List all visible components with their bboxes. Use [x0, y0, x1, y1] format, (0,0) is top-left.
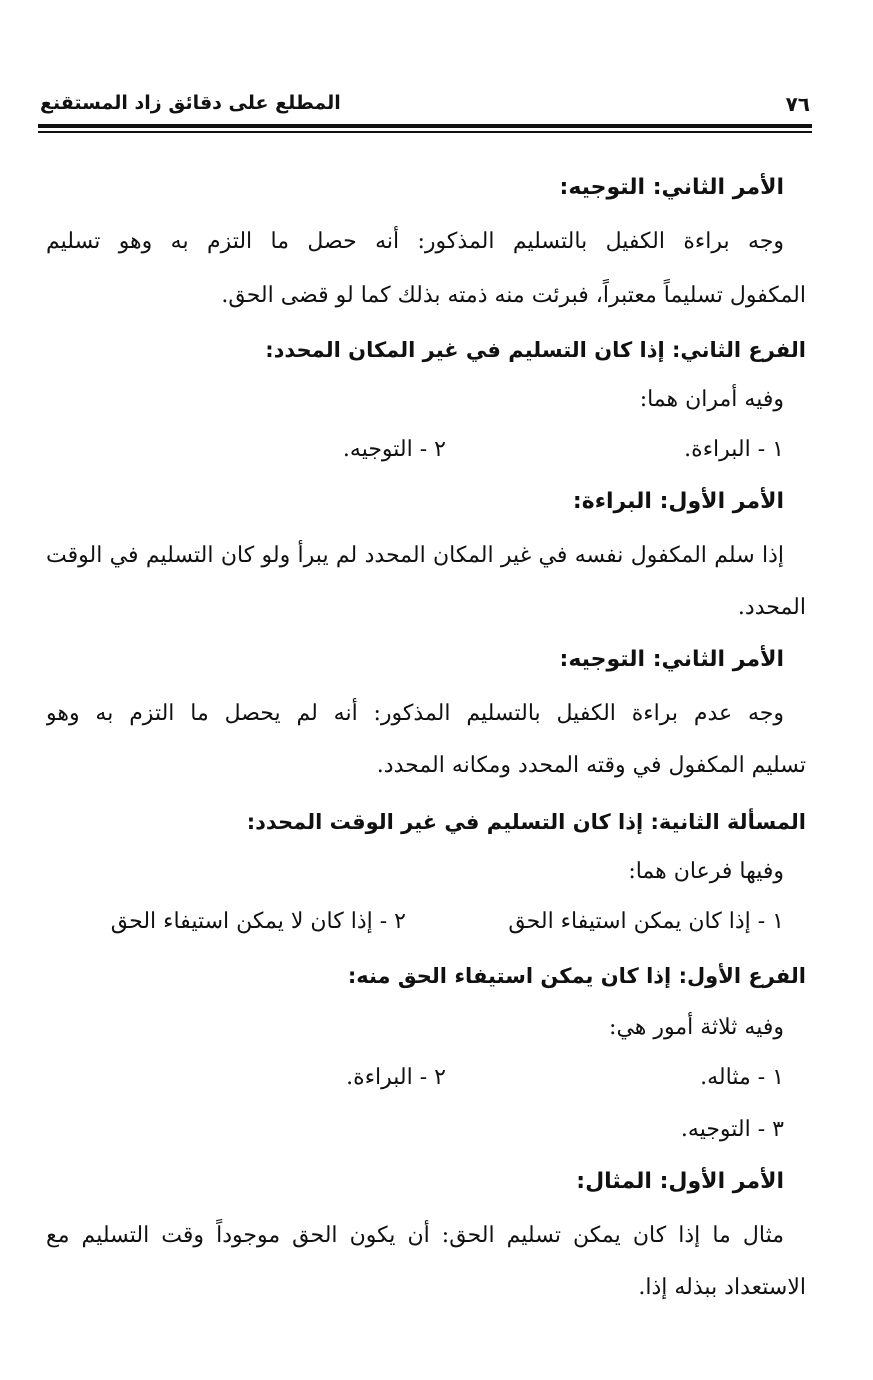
- header-rule-thin: [38, 131, 812, 133]
- enumeration-row: [46, 1058, 806, 1098]
- enumeration-row: [46, 430, 806, 470]
- paragraph-line: تسليم المكفول في وقته المحدد ومكانه المحدد.: [376, 753, 806, 778]
- paragraph-line: الاستعداد ببذله إذا.: [638, 1275, 806, 1300]
- paragraph-line: وفيه ثلاثة أمور هي:: [609, 1015, 784, 1040]
- header-rule-thick: [38, 124, 812, 128]
- paragraph-line: وفيها فرعان هما:: [628, 859, 784, 884]
- heading-first-matter-release: الأمر الأول: البراءة:: [572, 489, 784, 514]
- list-item: ٢ - إذا كان لا يمكن استيفاء الحق: [110, 909, 406, 934]
- list-item: ٢ - التوجيه.: [342, 437, 446, 462]
- paragraph-line: المحدد.: [737, 595, 806, 620]
- heading-second-matter-guidance: الأمر الثاني: التوجيه:: [559, 175, 784, 200]
- paragraph-line: وفيه أمران هما:: [639, 387, 784, 412]
- book-title: المطلع على دقائق زاد المستقنع: [40, 92, 341, 114]
- paragraph-line: مثال ما إذا كان يمكن تسليم الحق: أن يكون الحق موجوداً وقت التسليم مع: [46, 1223, 784, 1248]
- heading-second-issue: المسألة الثانية: إذا كان التسليم في غير الوقت المحدد:: [246, 810, 806, 834]
- paragraph-line: المكفول تسليماً معتبراً، فبرئت منه ذمته بذلك كما لو قضى الحق.: [221, 283, 806, 308]
- list-item: ٢ - البراءة.: [346, 1065, 446, 1090]
- heading-first-branch: الفرع الأول: إذا كان يمكن استيفاء الحق منه:: [347, 964, 806, 988]
- heading-second-matter-guidance: الأمر الثاني: التوجيه:: [559, 647, 784, 672]
- page-header: [40, 92, 810, 118]
- list-item: ١ - إذا كان يمكن استيفاء الحق: [508, 909, 784, 934]
- paragraph-line: وجه عدم براءة الكفيل بالتسليم المذكور: أنه لم يحصل ما التزم به وهو: [46, 701, 784, 726]
- heading-first-matter-example: الأمر الأول: المثال:: [576, 1169, 784, 1194]
- enumeration-row: [46, 902, 806, 942]
- list-item: ١ - مثاله.: [700, 1065, 784, 1090]
- paragraph-line: إذا سلم المكفول نفسه في غير المكان المحدد لم يبرأ ولو كان التسليم في الوقت: [46, 543, 784, 568]
- page-number: ٧٦: [785, 92, 810, 116]
- heading-second-branch: الفرع الثاني: إذا كان التسليم في غير المكان المحدد:: [265, 338, 806, 362]
- list-item: ١ - البراءة.: [684, 437, 784, 462]
- list-item: ٣ - التوجيه.: [680, 1117, 784, 1142]
- paragraph-line: وجه براءة الكفيل بالتسليم المذكور: أنه حصل ما التزم به وهو تسليم: [46, 229, 784, 254]
